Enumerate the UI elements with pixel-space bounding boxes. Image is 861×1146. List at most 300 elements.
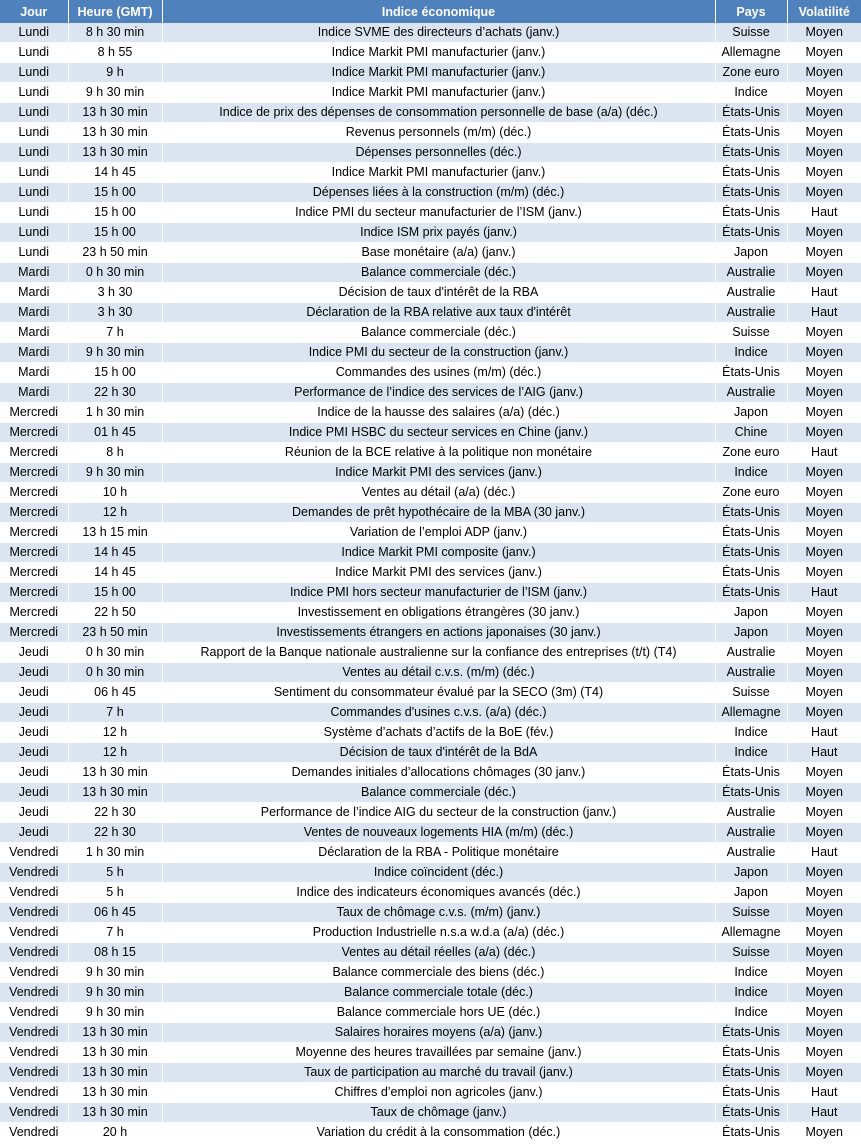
cell-heure: 22 h 50 [68, 603, 162, 623]
cell-heure: 9 h 30 min [68, 983, 162, 1003]
cell-heure: 7 h [68, 323, 162, 343]
cell-jour: Mardi [0, 383, 68, 403]
cell-indice: Taux de chômage c.v.s. (m/m) (janv.) [162, 903, 715, 923]
cell-volatilite: Haut [787, 843, 861, 863]
cell-volatilite: Moyen [787, 623, 861, 643]
cell-pays: Australie [715, 843, 787, 863]
table-row [0, 783, 861, 803]
cell-pays: Australie [715, 803, 787, 823]
cell-volatilite: Moyen [787, 903, 861, 923]
cell-jour: Lundi [0, 103, 68, 123]
cell-volatilite: Moyen [787, 823, 861, 843]
cell-indice: Dépenses personnelles (déc.) [162, 143, 715, 163]
cell-jour: Vendredi [0, 923, 68, 943]
cell-jour: Lundi [0, 223, 68, 243]
cell-pays: Chine [715, 423, 787, 443]
cell-heure: 13 h 30 min [68, 103, 162, 123]
cell-heure: 08 h 15 [68, 943, 162, 963]
cell-pays: Suisse [715, 943, 787, 963]
cell-indice: Ventes au détail réelles (a/a) (déc.) [162, 943, 715, 963]
table-row [0, 903, 861, 923]
table-row [0, 463, 861, 483]
cell-jour: Mercredi [0, 503, 68, 523]
table-row [0, 803, 861, 823]
cell-heure: 13 h 30 min [68, 763, 162, 783]
cell-pays: États-Unis [715, 1123, 787, 1143]
cell-volatilite: Moyen [787, 263, 861, 283]
cell-heure: 15 h 00 [68, 183, 162, 203]
cell-heure: 10 h [68, 483, 162, 503]
cell-heure: 8 h 55 [68, 43, 162, 63]
cell-jour: Vendredi [0, 1103, 68, 1123]
cell-pays: États-Unis [715, 163, 787, 183]
cell-jour: Vendredi [0, 943, 68, 963]
cell-pays: Australie [715, 283, 787, 303]
table-row [0, 23, 861, 43]
cell-pays: Japon [715, 603, 787, 623]
cell-jour: Lundi [0, 203, 68, 223]
cell-indice: Commandes d'usines c.v.s. (a/a) (déc.) [162, 703, 715, 723]
cell-heure: 13 h 30 min [68, 1023, 162, 1043]
cell-volatilite: Haut [787, 723, 861, 743]
cell-indice: Moyenne des heures travaillées par semaine (janv.) [162, 1043, 715, 1063]
cell-volatilite: Moyen [787, 763, 861, 783]
cell-volatilite: Moyen [787, 123, 861, 143]
cell-indice: Indice Markit PMI des services (janv.) [162, 563, 715, 583]
cell-jour: Vendredi [0, 1063, 68, 1083]
cell-volatilite: Moyen [787, 883, 861, 903]
table-row [0, 943, 861, 963]
table-row [0, 1003, 861, 1023]
cell-jour: Lundi [0, 23, 68, 43]
table-row [0, 843, 861, 863]
cell-indice: Indice PMI du secteur de la construction (janv.) [162, 343, 715, 363]
cell-jour: Jeudi [0, 703, 68, 723]
cell-volatilite: Moyen [787, 663, 861, 683]
cell-indice: Indice PMI hors secteur manufacturier de l’ISM (janv.) [162, 583, 715, 603]
cell-indice: Variation du crédit à la consommation (déc.) [162, 1123, 715, 1143]
cell-jour: Vendredi [0, 1003, 68, 1023]
header-pays: Pays [715, 0, 787, 23]
cell-heure: 9 h [68, 63, 162, 83]
table-row [0, 703, 861, 723]
cell-jour: Mercredi [0, 403, 68, 423]
table-row [0, 543, 861, 563]
cell-indice: Balance commerciale totale (déc.) [162, 983, 715, 1003]
cell-volatilite: Moyen [787, 423, 861, 443]
cell-jour: Jeudi [0, 663, 68, 683]
table-row [0, 963, 861, 983]
table-row [0, 183, 861, 203]
cell-pays: Indice [715, 343, 787, 363]
cell-heure: 12 h [68, 743, 162, 763]
cell-indice: Système d’achats d’actifs de la BoE (fév.) [162, 723, 715, 743]
cell-indice: Indice ISM prix payés (janv.) [162, 223, 715, 243]
cell-heure: 1 h 30 min [68, 403, 162, 423]
cell-volatilite: Moyen [787, 1063, 861, 1083]
cell-heure: 12 h [68, 503, 162, 523]
cell-pays: Suisse [715, 683, 787, 703]
cell-heure: 13 h 30 min [68, 1083, 162, 1103]
cell-indice: Investissement en obligations étrangères (30 janv.) [162, 603, 715, 623]
cell-heure: 13 h 15 min [68, 523, 162, 543]
cell-jour: Mercredi [0, 423, 68, 443]
table-row [0, 123, 861, 143]
cell-heure: 13 h 30 min [68, 1063, 162, 1083]
cell-indice: Indice Markit PMI manufacturier (janv.) [162, 43, 715, 63]
cell-volatilite: Moyen [787, 783, 861, 803]
cell-indice: Indice coïncident (déc.) [162, 863, 715, 883]
cell-volatilite: Moyen [787, 403, 861, 423]
table-row [0, 303, 861, 323]
cell-indice: Salaires horaires moyens (a/a) (janv.) [162, 1023, 715, 1043]
cell-jour: Lundi [0, 163, 68, 183]
cell-pays: Indice [715, 1003, 787, 1023]
cell-volatilite: Moyen [787, 143, 861, 163]
cell-pays: Japon [715, 243, 787, 263]
table-row [0, 1063, 861, 1083]
cell-jour: Jeudi [0, 823, 68, 843]
table-row [0, 483, 861, 503]
cell-heure: 7 h [68, 923, 162, 943]
cell-jour: Lundi [0, 43, 68, 63]
cell-jour: Lundi [0, 143, 68, 163]
cell-jour: Mardi [0, 283, 68, 303]
cell-indice: Balance commerciale (déc.) [162, 783, 715, 803]
cell-pays: États-Unis [715, 763, 787, 783]
cell-indice: Demandes de prêt hypothécaire de la MBA (30 janv.) [162, 503, 715, 523]
cell-indice: Déclaration de la RBA - Politique monétaire [162, 843, 715, 863]
table-body [0, 23, 861, 1143]
cell-volatilite: Moyen [787, 83, 861, 103]
cell-jour: Vendredi [0, 863, 68, 883]
cell-heure: 8 h 30 min [68, 23, 162, 43]
cell-jour: Mercredi [0, 583, 68, 603]
cell-indice: Indice Markit PMI manufacturier (janv.) [162, 83, 715, 103]
table-row [0, 983, 861, 1003]
cell-pays: Indice [715, 463, 787, 483]
cell-jour: Vendredi [0, 983, 68, 1003]
cell-indice: Décision de taux d'intérêt de la BdA [162, 743, 715, 763]
table-row [0, 1043, 861, 1063]
cell-heure: 3 h 30 [68, 303, 162, 323]
cell-volatilite: Moyen [787, 803, 861, 823]
cell-volatilite: Haut [787, 1083, 861, 1103]
cell-heure: 5 h [68, 883, 162, 903]
cell-indice: Dépenses liées à la construction (m/m) (déc.) [162, 183, 715, 203]
cell-pays: États-Unis [715, 783, 787, 803]
table-row [0, 223, 861, 243]
cell-pays: États-Unis [715, 583, 787, 603]
table-row [0, 263, 861, 283]
table-header [0, 0, 861, 23]
cell-jour: Jeudi [0, 723, 68, 743]
cell-volatilite: Moyen [787, 243, 861, 263]
cell-indice: Indice PMI du secteur manufacturier de l’ISM (janv.) [162, 203, 715, 223]
cell-volatilite: Moyen [787, 703, 861, 723]
cell-volatilite: Moyen [787, 323, 861, 343]
table-row [0, 343, 861, 363]
cell-heure: 14 h 45 [68, 543, 162, 563]
cell-heure: 23 h 50 min [68, 623, 162, 643]
cell-pays: Suisse [715, 903, 787, 923]
header-indice: Indice économique [162, 0, 715, 23]
cell-pays: Indice [715, 83, 787, 103]
cell-volatilite: Moyen [787, 363, 861, 383]
cell-jour: Vendredi [0, 1023, 68, 1043]
cell-volatilite: Moyen [787, 543, 861, 563]
cell-volatilite: Moyen [787, 563, 861, 583]
cell-pays: Allemagne [715, 923, 787, 943]
cell-jour: Mardi [0, 363, 68, 383]
cell-pays: États-Unis [715, 1083, 787, 1103]
cell-indice: Taux de chômage (janv.) [162, 1103, 715, 1123]
table-row [0, 923, 861, 943]
cell-indice: Indice Markit PMI manufacturier (janv.) [162, 63, 715, 83]
cell-indice: Indice PMI HSBC du secteur services en Chine (janv.) [162, 423, 715, 443]
cell-indice: Rapport de la Banque nationale australienne sur la confiance des entreprises (t/t) (T4) [162, 643, 715, 663]
table-row [0, 403, 861, 423]
cell-indice: Indice des indicateurs économiques avancés (déc.) [162, 883, 715, 903]
cell-heure: 9 h 30 min [68, 1003, 162, 1023]
cell-heure: 13 h 30 min [68, 123, 162, 143]
cell-volatilite: Moyen [787, 523, 861, 543]
cell-volatilite: Haut [787, 303, 861, 323]
cell-jour: Jeudi [0, 643, 68, 663]
table-row [0, 323, 861, 343]
cell-jour: Lundi [0, 63, 68, 83]
table-row [0, 383, 861, 403]
table-row [0, 743, 861, 763]
cell-jour: Mercredi [0, 603, 68, 623]
cell-jour: Jeudi [0, 803, 68, 823]
cell-indice: Demandes initiales d’allocations chômages (30 janv.) [162, 763, 715, 783]
cell-pays: Allemagne [715, 703, 787, 723]
cell-indice: Balance commerciale des biens (déc.) [162, 963, 715, 983]
cell-volatilite: Moyen [787, 1003, 861, 1023]
cell-volatilite: Moyen [787, 923, 861, 943]
cell-heure: 0 h 30 min [68, 663, 162, 683]
cell-jour: Mercredi [0, 523, 68, 543]
cell-indice: Performance de l’indice des services de l’AIG (janv.) [162, 383, 715, 403]
cell-volatilite: Moyen [787, 43, 861, 63]
cell-jour: Mercredi [0, 543, 68, 563]
cell-volatilite: Moyen [787, 983, 861, 1003]
cell-pays: États-Unis [715, 1023, 787, 1043]
cell-indice: Balance commerciale hors UE (déc.) [162, 1003, 715, 1023]
cell-indice: Revenus personnels (m/m) (déc.) [162, 123, 715, 143]
cell-volatilite: Moyen [787, 1043, 861, 1063]
cell-indice: Sentiment du consommateur évalué par la SECO (3m) (T4) [162, 683, 715, 703]
cell-pays: États-Unis [715, 1063, 787, 1083]
table-row [0, 423, 861, 443]
cell-heure: 15 h 00 [68, 363, 162, 383]
cell-heure: 0 h 30 min [68, 643, 162, 663]
cell-heure: 9 h 30 min [68, 83, 162, 103]
table-row [0, 723, 861, 743]
cell-pays: Zone euro [715, 483, 787, 503]
cell-jour: Jeudi [0, 783, 68, 803]
cell-jour: Mardi [0, 323, 68, 343]
cell-pays: États-Unis [715, 503, 787, 523]
cell-pays: États-Unis [715, 203, 787, 223]
cell-heure: 22 h 30 [68, 383, 162, 403]
cell-pays: Australie [715, 263, 787, 283]
cell-pays: Japon [715, 403, 787, 423]
table-row [0, 203, 861, 223]
table-row [0, 863, 861, 883]
cell-jour: Jeudi [0, 763, 68, 783]
cell-heure: 8 h [68, 443, 162, 463]
cell-indice: Ventes de nouveaux logements HIA (m/m) (déc.) [162, 823, 715, 843]
cell-volatilite: Moyen [787, 483, 861, 503]
cell-jour: Vendredi [0, 883, 68, 903]
cell-indice: Déclaration de la RBA relative aux taux d'intérêt [162, 303, 715, 323]
cell-pays: Australie [715, 823, 787, 843]
table-row [0, 523, 861, 543]
cell-volatilite: Moyen [787, 163, 861, 183]
cell-pays: États-Unis [715, 543, 787, 563]
cell-pays: Zone euro [715, 63, 787, 83]
cell-indice: Ventes au détail (a/a) (déc.) [162, 483, 715, 503]
cell-heure: 3 h 30 [68, 283, 162, 303]
table-row [0, 643, 861, 663]
cell-pays: Suisse [715, 23, 787, 43]
cell-pays: Japon [715, 883, 787, 903]
cell-volatilite: Moyen [787, 963, 861, 983]
cell-jour: Vendredi [0, 1043, 68, 1063]
table-row [0, 763, 861, 783]
cell-volatilite: Moyen [787, 643, 861, 663]
cell-jour: Mercredi [0, 623, 68, 643]
cell-volatilite: Moyen [787, 223, 861, 243]
cell-heure: 9 h 30 min [68, 343, 162, 363]
table-row [0, 103, 861, 123]
cell-pays: Australie [715, 303, 787, 323]
cell-jour: Jeudi [0, 683, 68, 703]
table-row [0, 163, 861, 183]
cell-heure: 9 h 30 min [68, 463, 162, 483]
cell-heure: 14 h 45 [68, 163, 162, 183]
cell-volatilite: Moyen [787, 1123, 861, 1143]
cell-jour: Vendredi [0, 843, 68, 863]
cell-volatilite: Haut [787, 743, 861, 763]
table-row [0, 1083, 861, 1103]
cell-pays: Allemagne [715, 43, 787, 63]
cell-pays: États-Unis [715, 123, 787, 143]
cell-volatilite: Haut [787, 443, 861, 463]
table-row [0, 663, 861, 683]
cell-indice: Commandes des usines (m/m) (déc.) [162, 363, 715, 383]
cell-jour: Lundi [0, 243, 68, 263]
cell-volatilite: Haut [787, 583, 861, 603]
cell-heure: 13 h 30 min [68, 1043, 162, 1063]
cell-volatilite: Moyen [787, 183, 861, 203]
cell-jour: Mercredi [0, 463, 68, 483]
cell-volatilite: Haut [787, 1103, 861, 1123]
cell-jour: Lundi [0, 183, 68, 203]
table-row [0, 1103, 861, 1123]
table-row [0, 623, 861, 643]
cell-indice: Chiffres d’emploi non agricoles (janv.) [162, 1083, 715, 1103]
table-row [0, 43, 861, 63]
cell-indice: Variation de l’emploi ADP (janv.) [162, 523, 715, 543]
cell-indice: Performance de l’indice AIG du secteur de la construction (janv.) [162, 803, 715, 823]
cell-volatilite: Moyen [787, 463, 861, 483]
cell-jour: Mercredi [0, 563, 68, 583]
cell-heure: 13 h 30 min [68, 143, 162, 163]
cell-indice: Réunion de la BCE relative à la politique non monétaire [162, 443, 715, 463]
cell-volatilite: Moyen [787, 683, 861, 703]
cell-pays: États-Unis [715, 563, 787, 583]
cell-pays: Japon [715, 863, 787, 883]
cell-volatilite: Moyen [787, 943, 861, 963]
cell-volatilite: Moyen [787, 1023, 861, 1043]
cell-pays: États-Unis [715, 183, 787, 203]
cell-heure: 9 h 30 min [68, 963, 162, 983]
cell-jour: Mercredi [0, 483, 68, 503]
cell-heure: 14 h 45 [68, 563, 162, 583]
cell-jour: Mardi [0, 343, 68, 363]
cell-volatilite: Moyen [787, 503, 861, 523]
cell-heure: 15 h 00 [68, 203, 162, 223]
cell-volatilite: Haut [787, 283, 861, 303]
table-row [0, 823, 861, 843]
cell-indice: Indice Markit PMI composite (janv.) [162, 543, 715, 563]
table-row [0, 563, 861, 583]
cell-heure: 15 h 00 [68, 583, 162, 603]
cell-jour: Vendredi [0, 1083, 68, 1103]
cell-indice: Balance commerciale (déc.) [162, 323, 715, 343]
cell-pays: Indice [715, 723, 787, 743]
cell-heure: 01 h 45 [68, 423, 162, 443]
cell-indice: Taux de participation au marché du travail (janv.) [162, 1063, 715, 1083]
cell-pays: Indice [715, 743, 787, 763]
table-row [0, 603, 861, 623]
cell-pays: Indice [715, 983, 787, 1003]
cell-indice: Balance commerciale (déc.) [162, 263, 715, 283]
cell-heure: 23 h 50 min [68, 243, 162, 263]
cell-indice: Indice SVME des directeurs d’achats (janv.) [162, 23, 715, 43]
cell-indice: Investissements étrangers en actions japonaises (30 janv.) [162, 623, 715, 643]
table-row [0, 83, 861, 103]
cell-volatilite: Moyen [787, 603, 861, 623]
cell-volatilite: Haut [787, 203, 861, 223]
cell-heure: 5 h [68, 863, 162, 883]
cell-volatilite: Moyen [787, 63, 861, 83]
cell-pays: États-Unis [715, 1103, 787, 1123]
cell-indice: Indice de la hausse des salaires (a/a) (déc.) [162, 403, 715, 423]
table-row [0, 283, 861, 303]
cell-jour: Lundi [0, 83, 68, 103]
table-row [0, 143, 861, 163]
cell-jour: Lundi [0, 123, 68, 143]
table-row [0, 583, 861, 603]
cell-volatilite: Moyen [787, 103, 861, 123]
header-row [0, 0, 861, 23]
cell-heure: 13 h 30 min [68, 783, 162, 803]
header-volatilite: Volatilité [798, 4, 850, 19]
cell-jour: Vendredi [0, 963, 68, 983]
cell-heure: 13 h 30 min [68, 1103, 162, 1123]
header-heure: Heure (GMT) [68, 0, 162, 23]
cell-indice: Indice de prix des dépenses de consommation personnelle de base (a/a) (déc.) [162, 103, 715, 123]
cell-pays: États-Unis [715, 143, 787, 163]
cell-indice: Décision de taux d'intérêt de la RBA [162, 283, 715, 303]
cell-jour: Vendredi [0, 903, 68, 923]
cell-pays: Australie [715, 643, 787, 663]
cell-pays: Japon [715, 623, 787, 643]
